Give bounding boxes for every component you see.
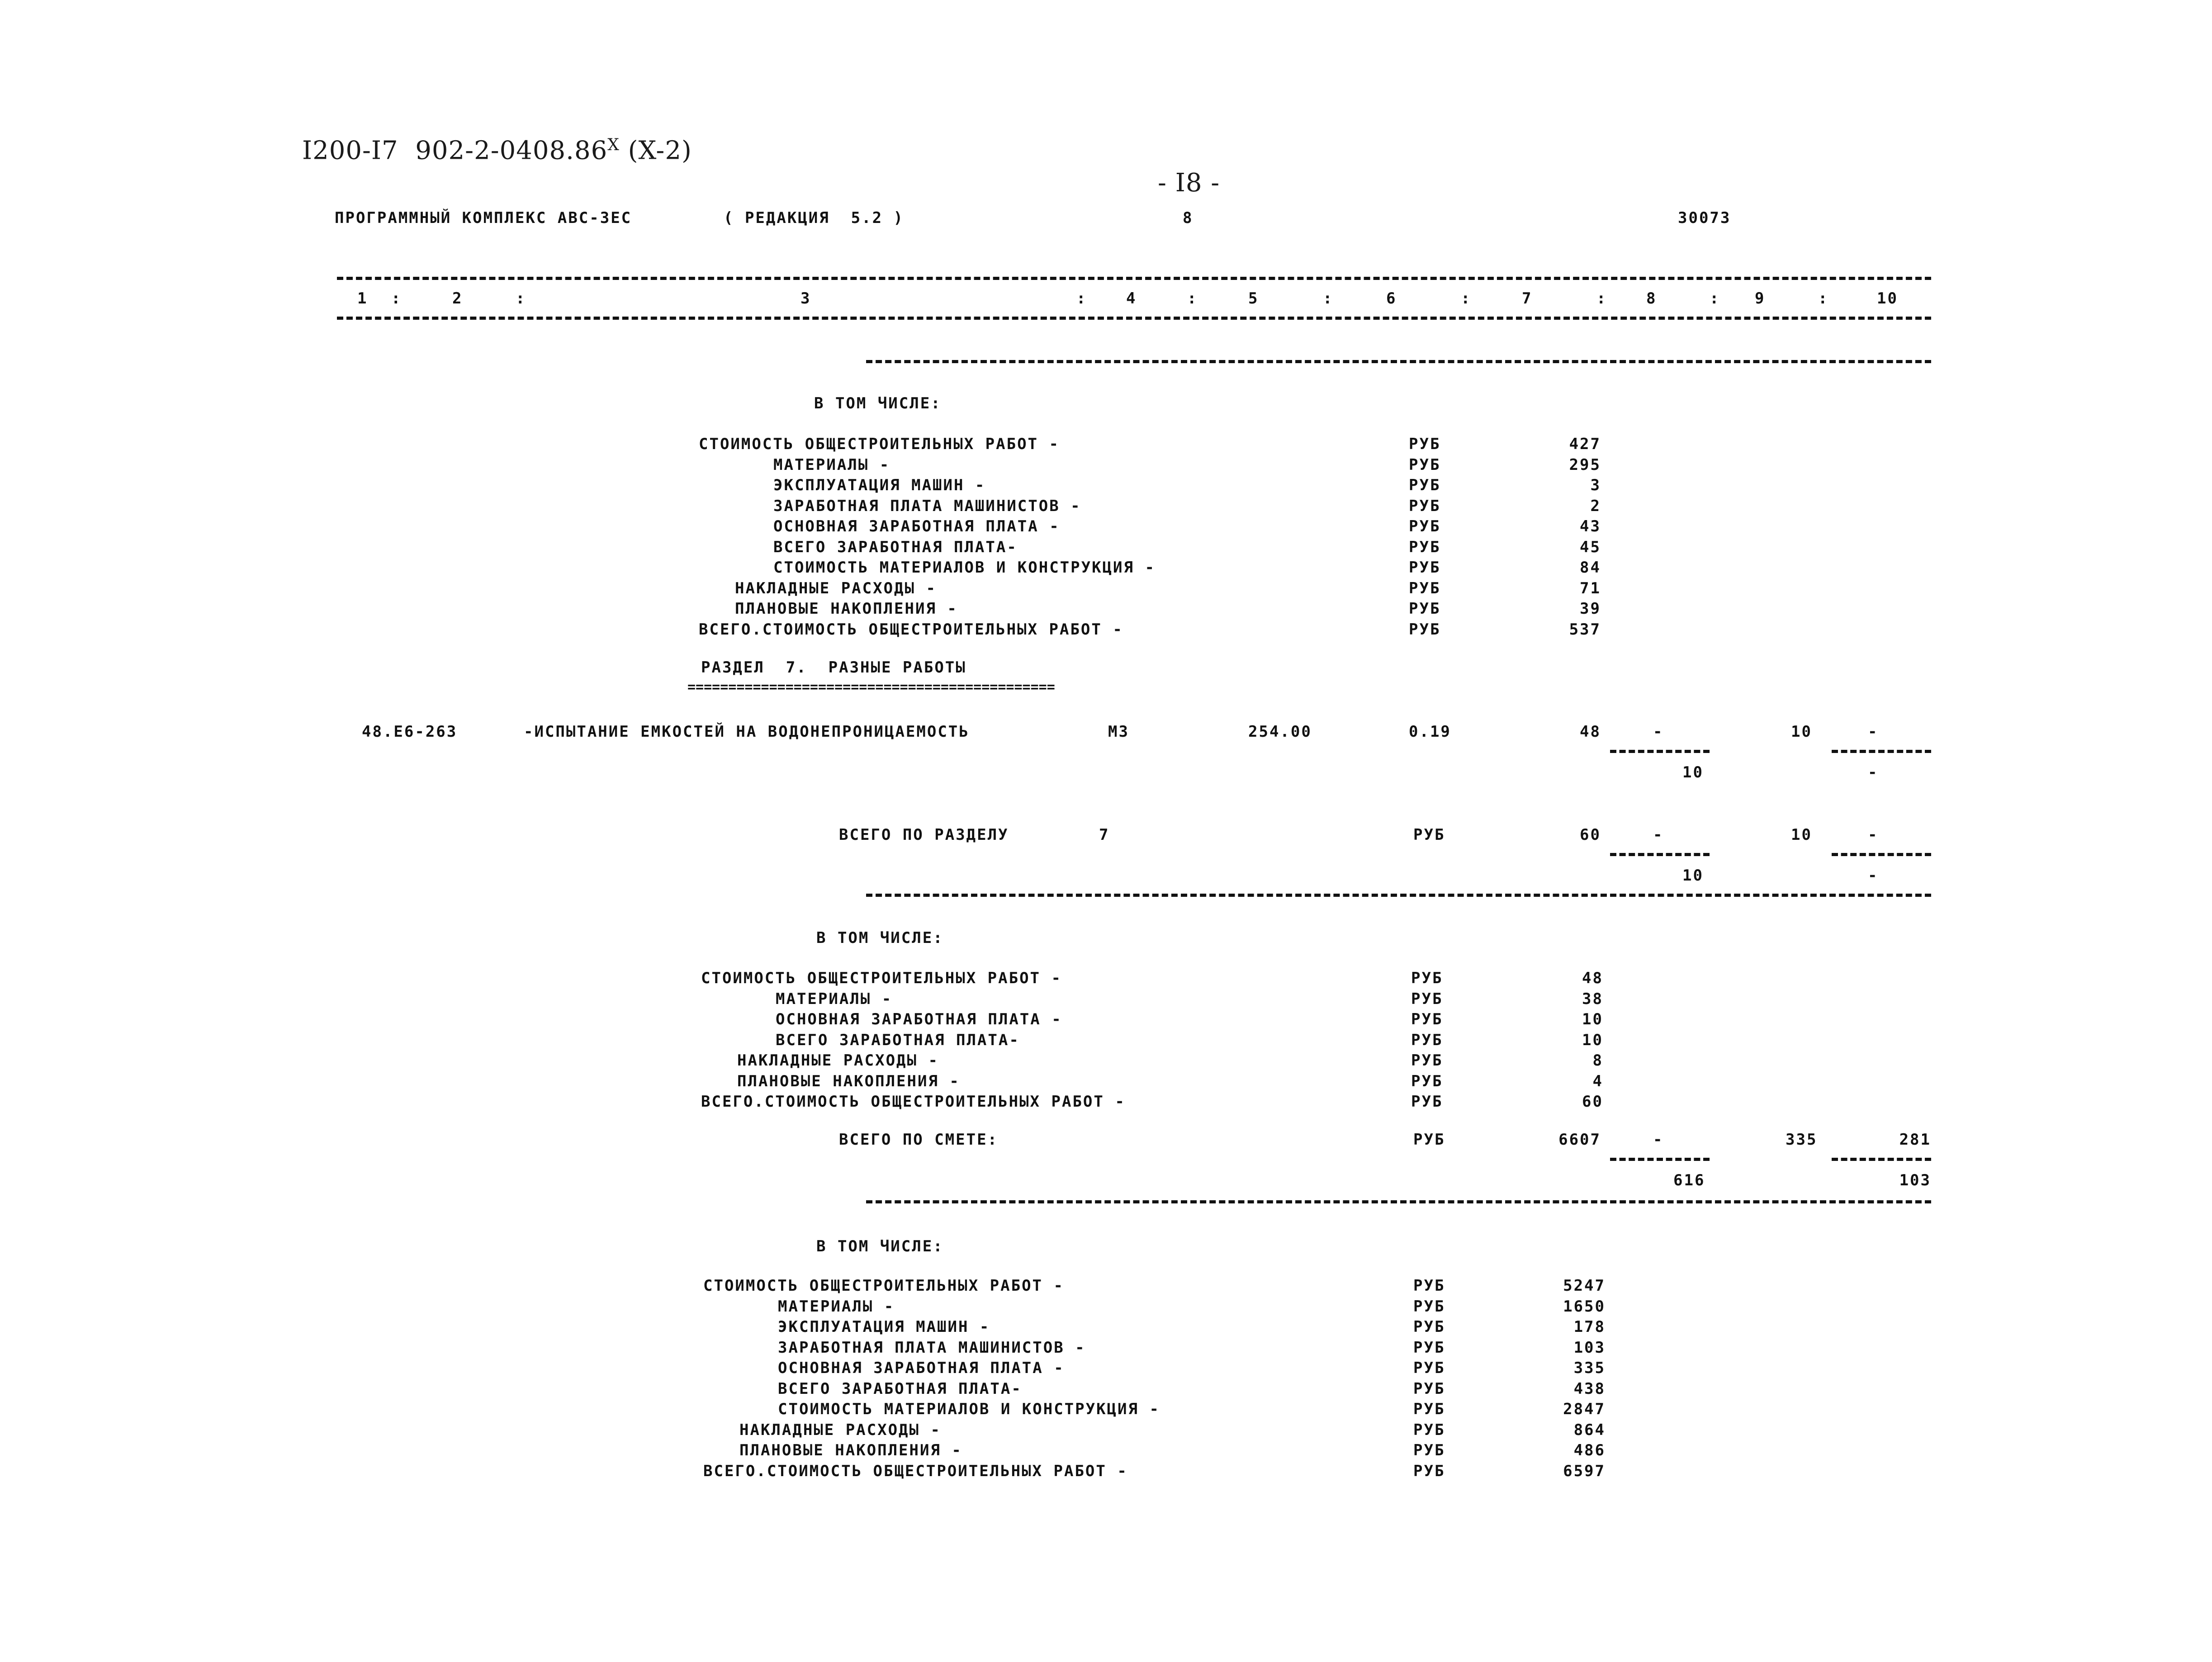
item-unit: М3 [1108,723,1129,741]
breakdown-unit: РУБ [1413,1462,1445,1480]
breakdown-value: 427 [1569,435,1601,453]
section-total-col10-top: - [1868,826,1879,844]
breakdown-label: ПЛАНОВЫЕ НАКОПЛЕНИЯ - [737,1072,960,1090]
item-col8-top: - [1653,723,1664,741]
column-separator: : [1710,289,1720,308]
column-separator: : [1076,289,1087,308]
breakdown-value: 84 [1580,559,1601,577]
breakdown-label: ЗАРАБОТНАЯ ПЛАТА МАШИНИСТОВ - [778,1338,1086,1357]
section-total-col8-rule [1610,853,1710,856]
breakdown-value: 335 [1573,1359,1606,1377]
column-number: 10 [1877,289,1898,308]
breakdown-unit: РУБ [1409,476,1441,494]
breakdown-value: 486 [1573,1441,1606,1459]
breakdown-value: 6597 [1563,1462,1606,1480]
item-quantity: 254.00 [1248,723,1312,741]
section-total-col8-bottom: 10 [1682,867,1704,885]
breakdown-value: 864 [1573,1421,1606,1439]
estimate-total-col8-top: - [1653,1131,1664,1149]
program-name: ПРОГРАММНЫЙ КОМПЛЕКС АВС-3ЕС [335,209,632,227]
document-code: 30073 [1678,209,1731,227]
breakdown-unit: РУБ [1413,1379,1445,1398]
section-title: РАЗДЕЛ 7. РАЗНЫЕ РАБОТЫ [701,658,966,677]
breakdown-unit: РУБ [1413,1318,1445,1336]
column-number: 6 [1386,289,1397,308]
breakdown-label: НАКЛАДНЫЕ РАСХОДЫ - [739,1421,941,1439]
column-number: 1 [357,289,368,308]
breakdown-unit: РУБ [1411,1051,1443,1070]
breakdown-label: ОСНОВНАЯ ЗАРАБОТНАЯ ПЛАТА - [778,1359,1065,1377]
section-rule-2 [866,894,1931,897]
breakdown-label: СТОИМОСТЬ ОБЩЕСТРОИТЕЛЬНЫХ РАБОТ - [701,969,1062,987]
breakdown-label: МАТЕРИАЛЫ - [778,1297,895,1316]
breakdown-label: ОСНОВНАЯ ЗАРАБОТНАЯ ПЛАТА - [776,1010,1062,1028]
page-ref-suffix: (X-2) [628,136,692,166]
breakdown-value: 39 [1580,600,1601,618]
item-total: 48 [1580,723,1601,741]
table-top-rule [337,277,1931,280]
column-separator: : [1596,289,1607,308]
breakdown-value: 4 [1592,1072,1603,1090]
breakdown-value: 10 [1582,1010,1603,1028]
breakdown-label: НАКЛАДНЫЕ РАСХОДЫ - [735,579,937,597]
breakdown-unit: РУБ [1411,1031,1443,1049]
breakdown-value: 10 [1582,1031,1603,1049]
section-total-col10-bottom: - [1868,867,1879,885]
column-separator: : [1187,289,1198,308]
section-total-number: 7 [1099,826,1110,844]
column-number: 5 [1248,289,1259,308]
breakdown-unit: РУБ [1409,455,1441,474]
item-col8-rule [1610,750,1710,753]
breakdown-value: 1650 [1563,1297,1606,1316]
breakdown-unit: РУБ [1409,620,1441,639]
program-version: ( РЕДАКЦИЯ 5.2 ) [724,209,904,227]
column-number: 2 [452,289,463,308]
breakdown-value: 45 [1580,538,1601,556]
breakdown-unit: РУБ [1409,559,1441,577]
breakdown-unit: РУБ [1411,1093,1443,1111]
page-number: - I8 - [1158,168,1220,198]
breakdown-unit: РУБ [1409,497,1441,515]
breakdown-unit: РУБ [1413,1400,1445,1418]
breakdown-value: 438 [1573,1379,1606,1398]
breakdown-label: ЭКСПЛУАТАЦИЯ МАШИН - [773,476,986,494]
breakdown-label: СТОИМОСТЬ ОБЩЕСТРОИТЕЛЬНЫХ РАБОТ - [703,1277,1064,1295]
breakdown-label: ВСЕГО.СТОИМОСТЬ ОБЩЕСТРОИТЕЛЬНЫХ РАБОТ - [699,620,1123,639]
breakdown-label: СТОИМОСТЬ ОБЩЕСТРОИТЕЛЬНЫХ РАБОТ - [699,435,1060,453]
estimate-total-col8-rule [1610,1158,1710,1161]
breakdown-unit: РУБ [1411,969,1443,987]
item-price: 0.19 [1409,723,1451,741]
breakdown-unit: РУБ [1411,990,1443,1008]
breakdown-unit: РУБ [1409,435,1441,453]
breakdown-unit: РУБ [1413,1338,1445,1357]
breakdown-value: 3 [1590,476,1601,494]
section-underline: ============================================= [687,679,1055,695]
breakdown-label: МАТЕРИАЛЫ - [773,455,890,474]
column-separator: : [391,289,402,308]
breakdown-value: 537 [1569,620,1601,639]
breakdown-value: 103 [1573,1338,1606,1357]
breakdown-label: ВСЕГО ЗАРАБОТНАЯ ПЛАТА- [773,538,1018,556]
breakdown-label: ЗАРАБОТНАЯ ПЛАТА МАШИНИСТОВ - [773,497,1081,515]
breakdown-unit: РУБ [1411,1072,1443,1090]
block1-heading: В ТОМ ЧИСЛЕ: [814,394,942,412]
column-number: 7 [1522,289,1533,308]
column-separator: : [1461,289,1472,308]
breakdown-unit: РУБ [1409,538,1441,556]
estimate-total-col10-bottom: 103 [1899,1171,1931,1189]
breakdown-label: ВСЕГО.СТОИМОСТЬ ОБЩЕСТРОИТЕЛЬНЫХ РАБОТ - [703,1462,1128,1480]
column-number: 8 [1646,289,1657,308]
breakdown-unit: РУБ [1409,517,1441,535]
breakdown-unit: РУБ [1413,1277,1445,1295]
breakdown-label: ПЛАНОВЫЕ НАКОПЛЕНИЯ - [735,600,958,618]
breakdown-value: 43 [1580,517,1601,535]
block2-heading: В ТОМ ЧИСЛЕ: [816,929,944,947]
breakdown-value: 295 [1569,455,1601,474]
breakdown-value: 8 [1592,1051,1603,1070]
breakdown-value: 38 [1582,990,1603,1008]
column-number: 4 [1126,289,1137,308]
page-ref-code: I200-I7 902-2-0408.86 [302,136,608,166]
block3-heading: В ТОМ ЧИСЛЕ: [816,1237,944,1255]
estimate-total-value: 6607 [1558,1131,1601,1149]
breakdown-unit: РУБ [1413,1421,1445,1439]
section-total-value: 60 [1580,826,1601,844]
breakdown-label: ОСНОВНАЯ ЗАРАБОТНАЯ ПЛАТА - [773,517,1060,535]
estimate-total-col10-rule [1832,1158,1931,1161]
item-name: -ИСПЫТАНИЕ ЕМКОСТЕЙ НА ВОДОНЕПРОНИЦАЕМОСТЬ [524,723,970,741]
item-col8-bottom: 10 [1682,763,1704,781]
breakdown-label: ПЛАНОВЫЕ НАКОПЛЕНИЯ - [739,1441,962,1459]
breakdown-unit: РУБ [1409,600,1441,618]
breakdown-label: ВСЕГО ЗАРАБОТНАЯ ПЛАТА- [778,1379,1022,1398]
section-rule-1 [866,360,1931,363]
breakdown-value: 5247 [1563,1277,1606,1295]
estimate-total-label: ВСЕГО ПО СМЕТЕ: [839,1131,999,1149]
section-total-col8-top: - [1653,826,1664,844]
estimate-total-unit: РУБ [1413,1131,1445,1149]
breakdown-label: СТОИМОСТЬ МАТЕРИАЛОВ И КОНСТРУКЦИЯ - [778,1400,1160,1418]
estimate-total-col8-bottom: 616 [1673,1171,1705,1189]
breakdown-unit: РУБ [1409,579,1441,597]
item-col10-rule [1832,750,1931,753]
breakdown-value: 60 [1582,1093,1603,1111]
breakdown-value: 48 [1582,969,1603,987]
estimate-total-col9: 335 [1786,1131,1818,1149]
section-total-unit: РУБ [1413,826,1445,844]
column-number: 9 [1755,289,1766,308]
page-ref [302,136,692,166]
breakdown-unit: РУБ [1413,1441,1445,1459]
estimate-total-col10-top: 281 [1899,1131,1931,1149]
column-separator: : [516,289,526,308]
breakdown-value: 2 [1590,497,1601,515]
breakdown-label: ВСЕГО.СТОИМОСТЬ ОБЩЕСТРОИТЕЛЬНЫХ РАБОТ - [701,1093,1126,1111]
item-col9: 10 [1791,723,1812,741]
section-rule-3 [866,1200,1931,1203]
breakdown-value: 71 [1580,579,1601,597]
item-col10-bottom: - [1868,763,1879,781]
sheet-number: 8 [1183,209,1194,227]
section-total-col10-rule [1832,853,1931,856]
breakdown-unit: РУБ [1413,1359,1445,1377]
section-total-label: ВСЕГО ПО РАЗДЕЛУ [839,826,1009,844]
breakdown-label: НАКЛАДНЫЕ РАСХОДЫ - [737,1051,939,1070]
column-separator: : [1818,289,1829,308]
page-ref-mark: X [607,136,620,154]
breakdown-label: СТОИМОСТЬ МАТЕРИАЛОВ И КОНСТРУКЦИЯ - [773,559,1156,577]
breakdown-label: МАТЕРИАЛЫ - [776,990,893,1008]
column-number: 3 [800,289,811,308]
breakdown-label: ВСЕГО ЗАРАБОТНАЯ ПЛАТА- [776,1031,1020,1049]
breakdown-value: 178 [1573,1318,1606,1336]
breakdown-label: ЭКСПЛУАТАЦИЯ МАШИН - [778,1318,990,1336]
table-header-rule [337,317,1931,320]
breakdown-value: 2847 [1563,1400,1606,1418]
item-code: 48.Е6-263 [362,723,458,741]
breakdown-unit: РУБ [1411,1010,1443,1028]
item-col10-top: - [1868,723,1879,741]
breakdown-unit: РУБ [1413,1297,1445,1316]
column-separator: : [1323,289,1334,308]
section-total-col9: 10 [1791,826,1812,844]
